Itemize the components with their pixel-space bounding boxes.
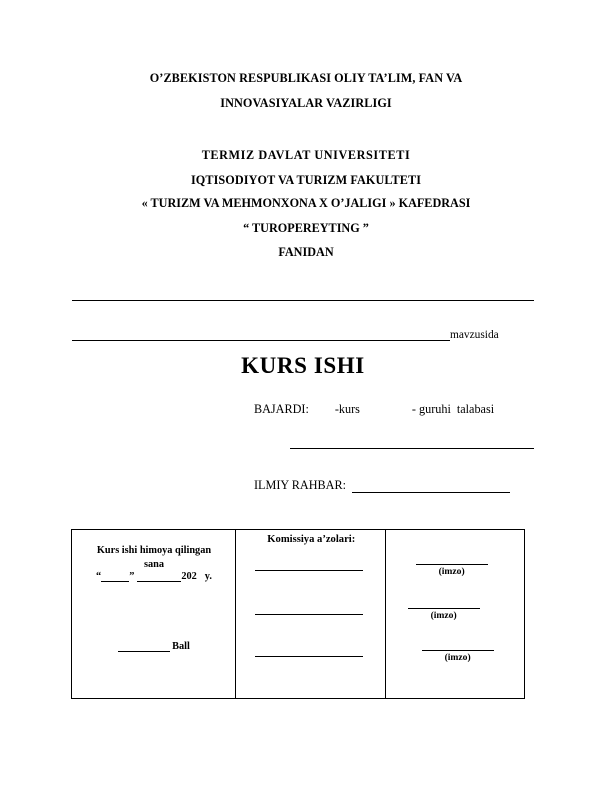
topic-input-blank[interactable] [72,328,450,341]
month-input-blank[interactable] [137,571,181,582]
document-title: KURS ISHI [241,353,365,378]
supervisor-name-blank[interactable] [352,480,510,493]
signature-blank-3[interactable] [422,650,494,651]
defense-score-row [78,641,230,652]
subject-heading [72,191,540,265]
commission-member-blank-2[interactable] [255,614,363,615]
ministry-line-1: O’ZBEKISTON RESPUBLIKASI OLIY TA’LIM, FAN VA [149,71,463,85]
signature-group-3 [422,650,494,663]
university-name: TERMIZ DAVLAT UNIVERSITETI [201,148,411,162]
defense-date-title-line-2: sana [143,558,165,570]
signature-blank-1[interactable] [416,564,488,565]
performer-label: BAJARDI: [254,402,309,416]
performer-group-label: - guruhi [411,402,451,416]
ministry-heading [72,66,540,116]
year-suffix: y. [204,571,212,582]
commission-cell [236,530,385,698]
score-input-blank[interactable] [118,641,170,652]
supervisor-label: ILMIY RAHBAR: [254,478,346,492]
signature-label-1: (imzo) [438,566,465,577]
defense-date-cell [72,530,236,698]
signature-group-2 [408,608,480,621]
year-prefix: 202 [181,571,197,582]
performer-row [254,402,494,417]
topic-suffix-label: mavzusida [450,329,499,341]
commission-member-blank-1[interactable] [255,570,363,571]
topic-row [72,328,534,341]
supervisor-row [254,478,510,493]
commission-member-blank-3[interactable] [255,656,363,657]
department-name: « TURIZM VA MEHMONXONA X O’JALIGI » KAFEDRASI [141,196,471,210]
signature-blank-2[interactable] [408,608,480,609]
performer-course-label: -kurs [334,402,360,416]
day-input-blank[interactable] [101,571,129,582]
score-label: Ball [172,641,190,652]
performer-student-label: talabasi [456,402,495,416]
ministry-line-2: INNOVASIYALAR VAZIRLIGI [220,96,392,110]
university-heading [72,143,540,192]
signature-cell [386,530,524,698]
header-divider [72,300,534,301]
defense-date-title-line-1: Kurs ishi himoya qilingan [96,545,212,556]
commission-title: Komissiya a’zolari: [267,534,356,545]
signature-group-1 [416,564,488,577]
subject-name: “ TUROPEREYTING ” [243,220,369,235]
defense-table [71,529,525,699]
signature-label-3: (imzo) [444,652,471,663]
signature-label-2: (imzo) [430,610,457,621]
faculty-name: IQTISODIYOT VA TURIZM FAKULTETI [190,172,422,187]
defense-date-fields [78,571,230,582]
quote-close: ” [129,571,135,582]
quote-open: “ [96,571,102,582]
performer-name-blank[interactable] [290,448,534,449]
defense-date-title [78,544,230,571]
subject-suffix: FANIDAN [278,245,334,259]
